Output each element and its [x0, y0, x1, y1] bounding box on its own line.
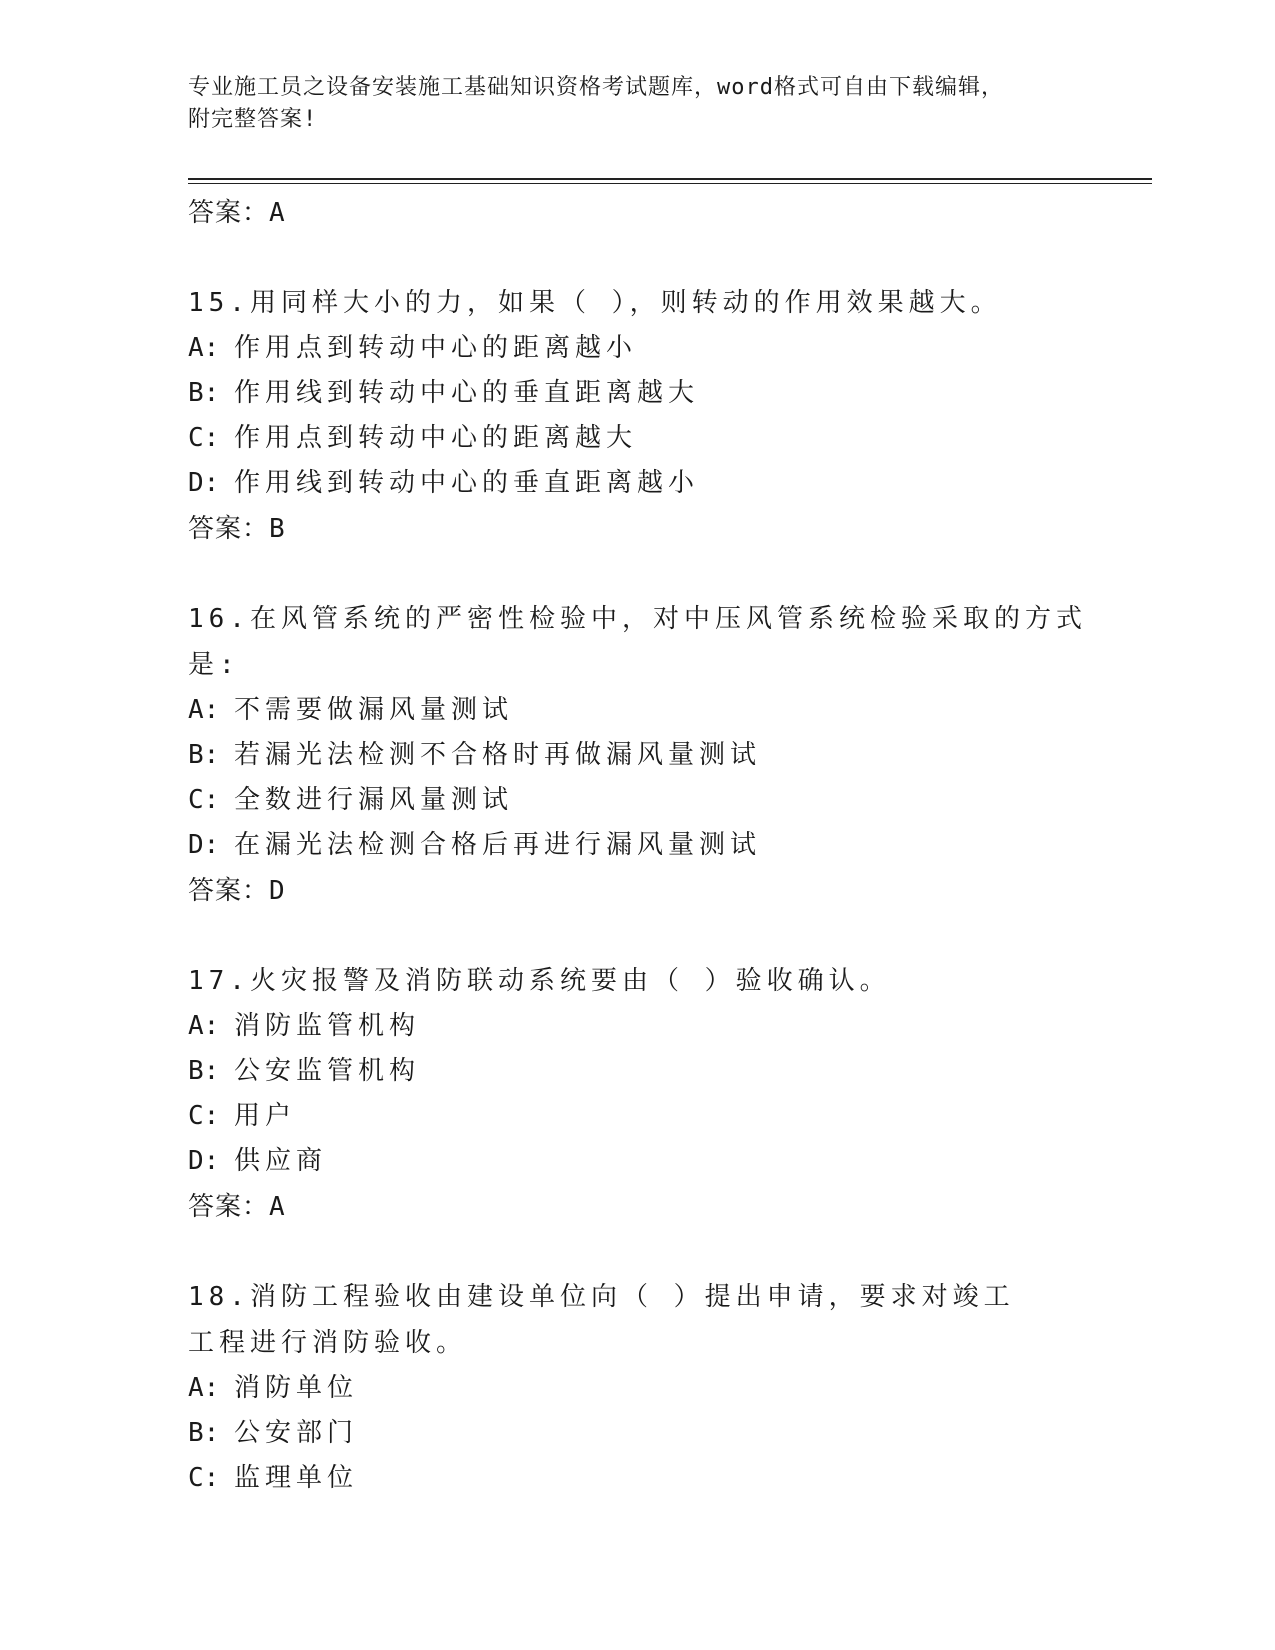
- option-key: B:: [188, 740, 220, 770]
- option-key: A:: [188, 1373, 220, 1403]
- option-c: [188, 416, 1088, 461]
- option-text: 公安部门: [234, 1418, 359, 1448]
- option-text: 用户: [234, 1101, 297, 1131]
- option-a: [188, 1366, 1088, 1411]
- previous-answer: 答案：A: [188, 198, 286, 228]
- option-text: 不需要做漏风量测试: [234, 695, 514, 725]
- option-text: 若漏光法检测不合格时再做漏风量测试: [234, 740, 762, 770]
- question-15: [188, 280, 1088, 552]
- option-key: A:: [188, 1011, 220, 1041]
- option-text: 消防单位: [234, 1373, 359, 1403]
- answer-line: 答案：B: [188, 514, 286, 544]
- question-16: [188, 596, 1088, 914]
- option-a: [188, 326, 1088, 371]
- option-key: D:: [188, 830, 220, 860]
- option-text: 作用线到转动中心的垂直距离越大: [234, 378, 700, 408]
- option-b: [188, 733, 1088, 778]
- option-key: B:: [188, 1056, 220, 1086]
- option-key: A:: [188, 333, 220, 363]
- option-key: C:: [188, 1101, 220, 1131]
- header-divider: [188, 178, 1152, 180]
- option-key: C:: [188, 1463, 220, 1493]
- question-17: [188, 958, 1088, 1230]
- option-text: 在漏光法检测合格后再进行漏风量测试: [234, 830, 762, 860]
- question-18: [188, 1274, 1088, 1501]
- option-key: D:: [188, 468, 220, 498]
- question-stem: 18.消防工程验收由建设单位向（ ）提出申请，要求对竣工工程进行消防验收。: [188, 1282, 1015, 1358]
- option-text: 公安监管机构: [234, 1056, 421, 1086]
- option-d: [188, 823, 1088, 868]
- option-text: 作用点到转动中心的距离越大: [234, 423, 638, 453]
- header-line-1: 专业施工员之设备安装施工基础知识资格考试题库，word格式可自由下载编辑，: [188, 75, 1004, 100]
- option-text: 供应商: [234, 1146, 328, 1176]
- option-key: C:: [188, 785, 220, 815]
- option-text: 消防监管机构: [234, 1011, 421, 1041]
- option-c: [188, 1456, 1088, 1501]
- option-key: D:: [188, 1146, 220, 1176]
- option-key: A:: [188, 695, 220, 725]
- option-text: 作用线到转动中心的垂直距离越小: [234, 468, 700, 498]
- header-divider-thin: [188, 183, 1152, 184]
- option-a: [188, 1004, 1088, 1049]
- question-stem: 16.在风管系统的严密性检验中，对中压风管系统检验采取的方式是:: [188, 604, 1087, 680]
- answer-line: 答案：D: [188, 876, 286, 906]
- option-text: 监理单位: [234, 1463, 359, 1493]
- option-key: B:: [188, 378, 220, 408]
- option-b: [188, 1411, 1088, 1456]
- question-stem: 17.火灾报警及消防联动系统要由（ ）验收确认。: [188, 966, 891, 996]
- option-key: B:: [188, 1418, 220, 1448]
- option-b: [188, 371, 1088, 416]
- option-d: [188, 461, 1088, 506]
- option-text: 全数进行漏风量测试: [234, 785, 514, 815]
- document-header: [188, 72, 1088, 136]
- option-b: [188, 1049, 1088, 1094]
- option-key: C:: [188, 423, 220, 453]
- question-stem: 15.用同样大小的力，如果（ ），则转动的作用效果越大。: [188, 288, 1002, 318]
- answer-line: 答案：A: [188, 1192, 286, 1222]
- option-d: [188, 1139, 1088, 1184]
- option-text: 作用点到转动中心的距离越小: [234, 333, 638, 363]
- option-c: [188, 778, 1088, 823]
- document-body: [188, 190, 1088, 1501]
- header-line-2: 附完整答案!: [188, 107, 318, 132]
- option-a: [188, 688, 1088, 733]
- option-c: [188, 1094, 1088, 1139]
